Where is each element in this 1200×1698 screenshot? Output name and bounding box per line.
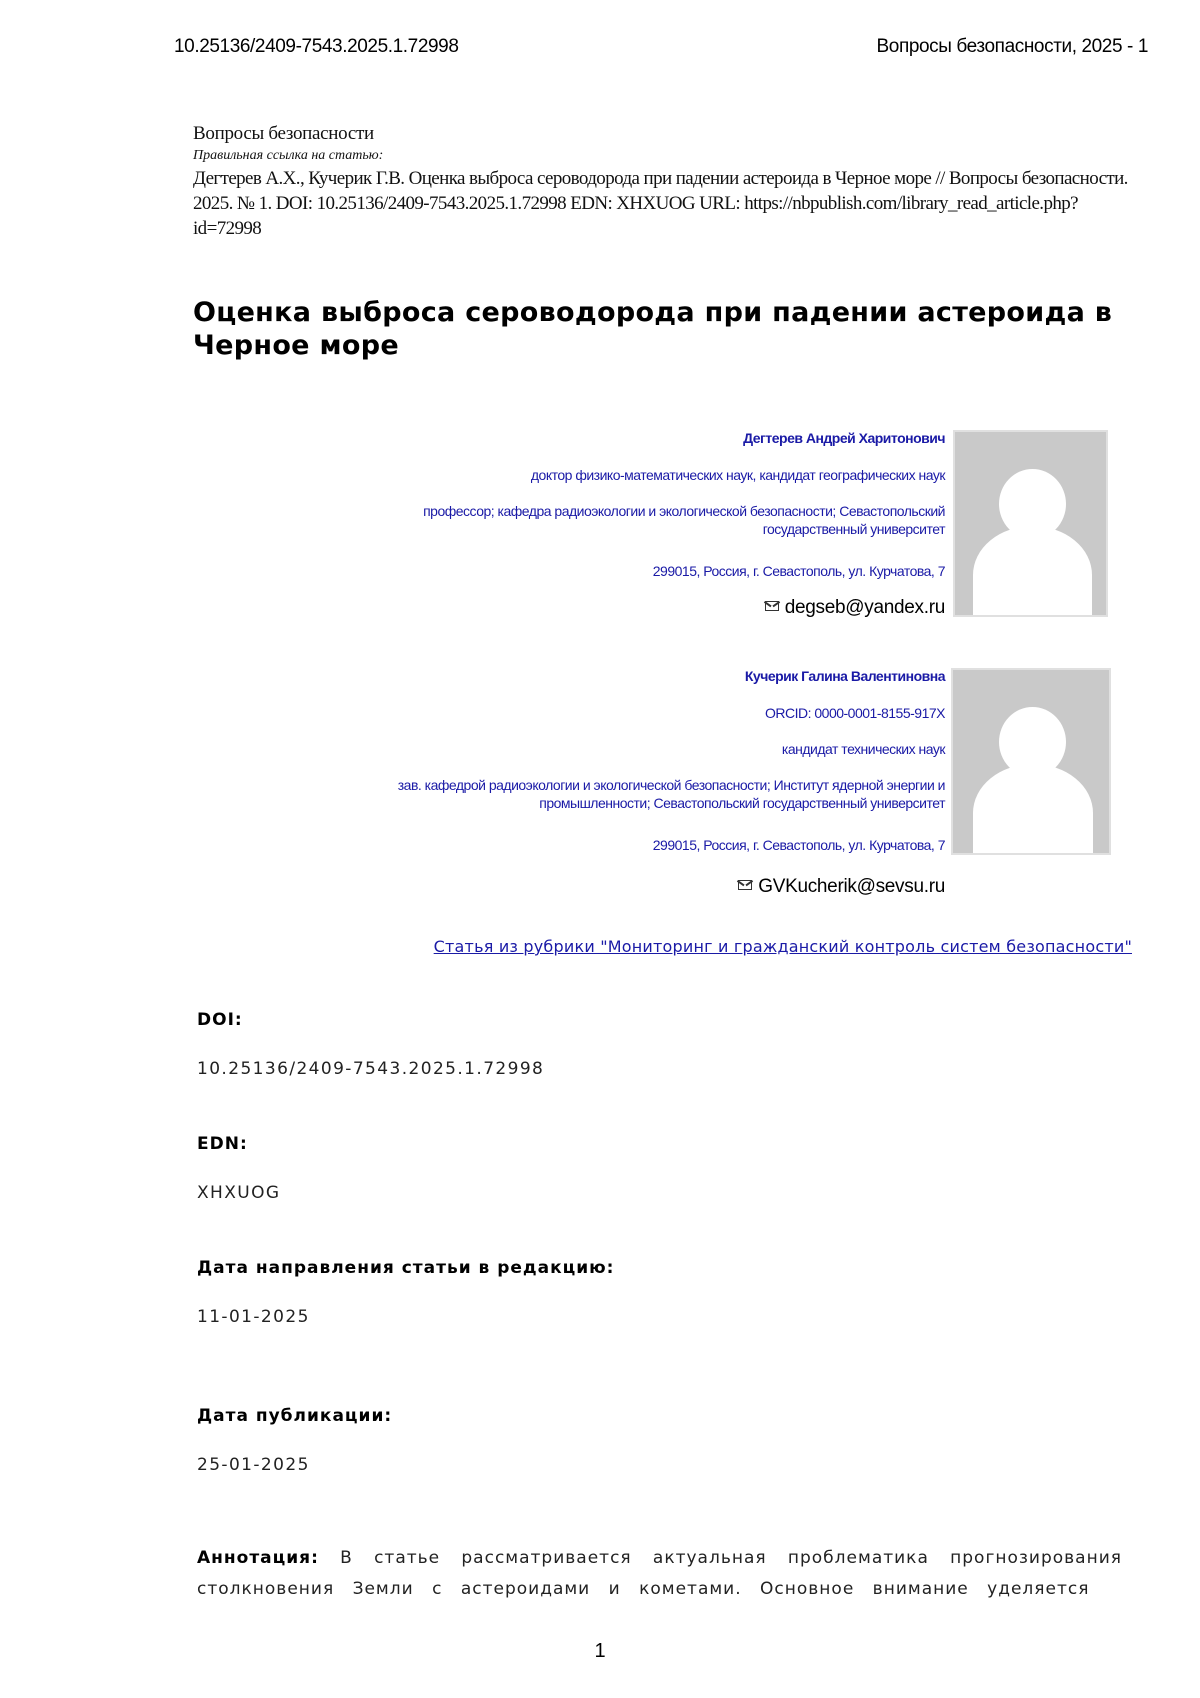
author-position: профессор; кафедра радиоэкологии и экологической безопасности; Севастопольский государственный университет	[423, 503, 945, 537]
avatar-body	[973, 526, 1092, 617]
author-2-avatar	[951, 668, 1111, 855]
doi-value: 10.25136/2409-7543.2025.1.72998	[197, 1059, 545, 1079]
author-email-text[interactable]: GVKucherik@sevsu.ru	[758, 876, 945, 897]
citation-journal: Вопросы безопасности	[193, 123, 374, 144]
author-name[interactable]: Дегтерев Андрей Харитонович	[743, 430, 945, 446]
edn-label: EDN:	[197, 1134, 248, 1154]
rubric-link[interactable]: Статья из рубрики "Мониторинг и гражданский контроль систем безопасности"	[433, 937, 1132, 956]
submitted-date-value: 11-01-2025	[197, 1307, 310, 1327]
author-block-2	[300, 668, 945, 908]
author-address: 299015, Россия, г. Севастополь, ул. Курчатова, 7	[652, 837, 945, 853]
author-email[interactable]	[738, 876, 945, 898]
running-header-journal-issue: Вопросы безопасности, 2025 - 1	[876, 36, 1148, 57]
author-address: 299015, Россия, г. Севастополь, ул. Курчатова, 7	[652, 563, 945, 579]
author-degree: кандидат технических наук	[781, 741, 945, 757]
article-title: Оценка выброса сероводорода при падении астероида в Черное море	[193, 297, 1113, 361]
published-date-value: 25-01-2025	[197, 1455, 310, 1475]
abstract-label: Аннотация:	[197, 1548, 319, 1568]
submitted-date-label: Дата направления статьи в редакцию:	[197, 1258, 615, 1278]
published-date-label: Дата публикации:	[197, 1406, 393, 1426]
running-header-doi: 10.25136/2409-7543.2025.1.72998	[174, 36, 459, 57]
author-position: зав. кафедрой радиоэкологии и экологической безопасности; Институт ядерной энергии и промышленности; Севастопольский государственный университет	[397, 777, 945, 811]
page-number: 1	[594, 1640, 606, 1662]
author-email-text[interactable]: degseb@yandex.ru	[784, 597, 945, 618]
author-degree: доктор физико-математических наук, кандидат географических наук	[530, 467, 945, 483]
citation-text: Дегтерев А.Х., Кучерик Г.В. Оценка выброса сероводорода при падении астероида в Черное море // Вопросы безопасности. 2025. № 1. DOI: 10.25136/2409-7543.2025.1.72998 EDN: XHXUOG URL: https://nbpublish.com/library_read_article.php?id=72998	[193, 168, 1128, 239]
envelope-icon	[765, 601, 779, 611]
author-block-1	[300, 430, 945, 630]
edn-value: XHXUOG	[197, 1183, 281, 1203]
author-name[interactable]: Кучерик Галина Валентиновна	[744, 668, 945, 684]
author-1-avatar	[953, 430, 1108, 617]
abstract	[197, 1543, 1122, 1605]
author-orcid[interactable]: ORCID: 0000-0001-8155-917X	[764, 705, 945, 721]
author-email[interactable]	[765, 597, 945, 619]
envelope-icon	[738, 880, 752, 890]
doi-label: DOI:	[197, 1010, 243, 1030]
avatar-body	[973, 764, 1093, 855]
citation-label: Правильная ссылка на статью:	[193, 148, 384, 163]
abstract-text: В статье рассматривается актуальная проблематика прогнозирования столкновения Земли с астероидами и кометами. Основное внимание уделяется	[197, 1548, 1122, 1599]
